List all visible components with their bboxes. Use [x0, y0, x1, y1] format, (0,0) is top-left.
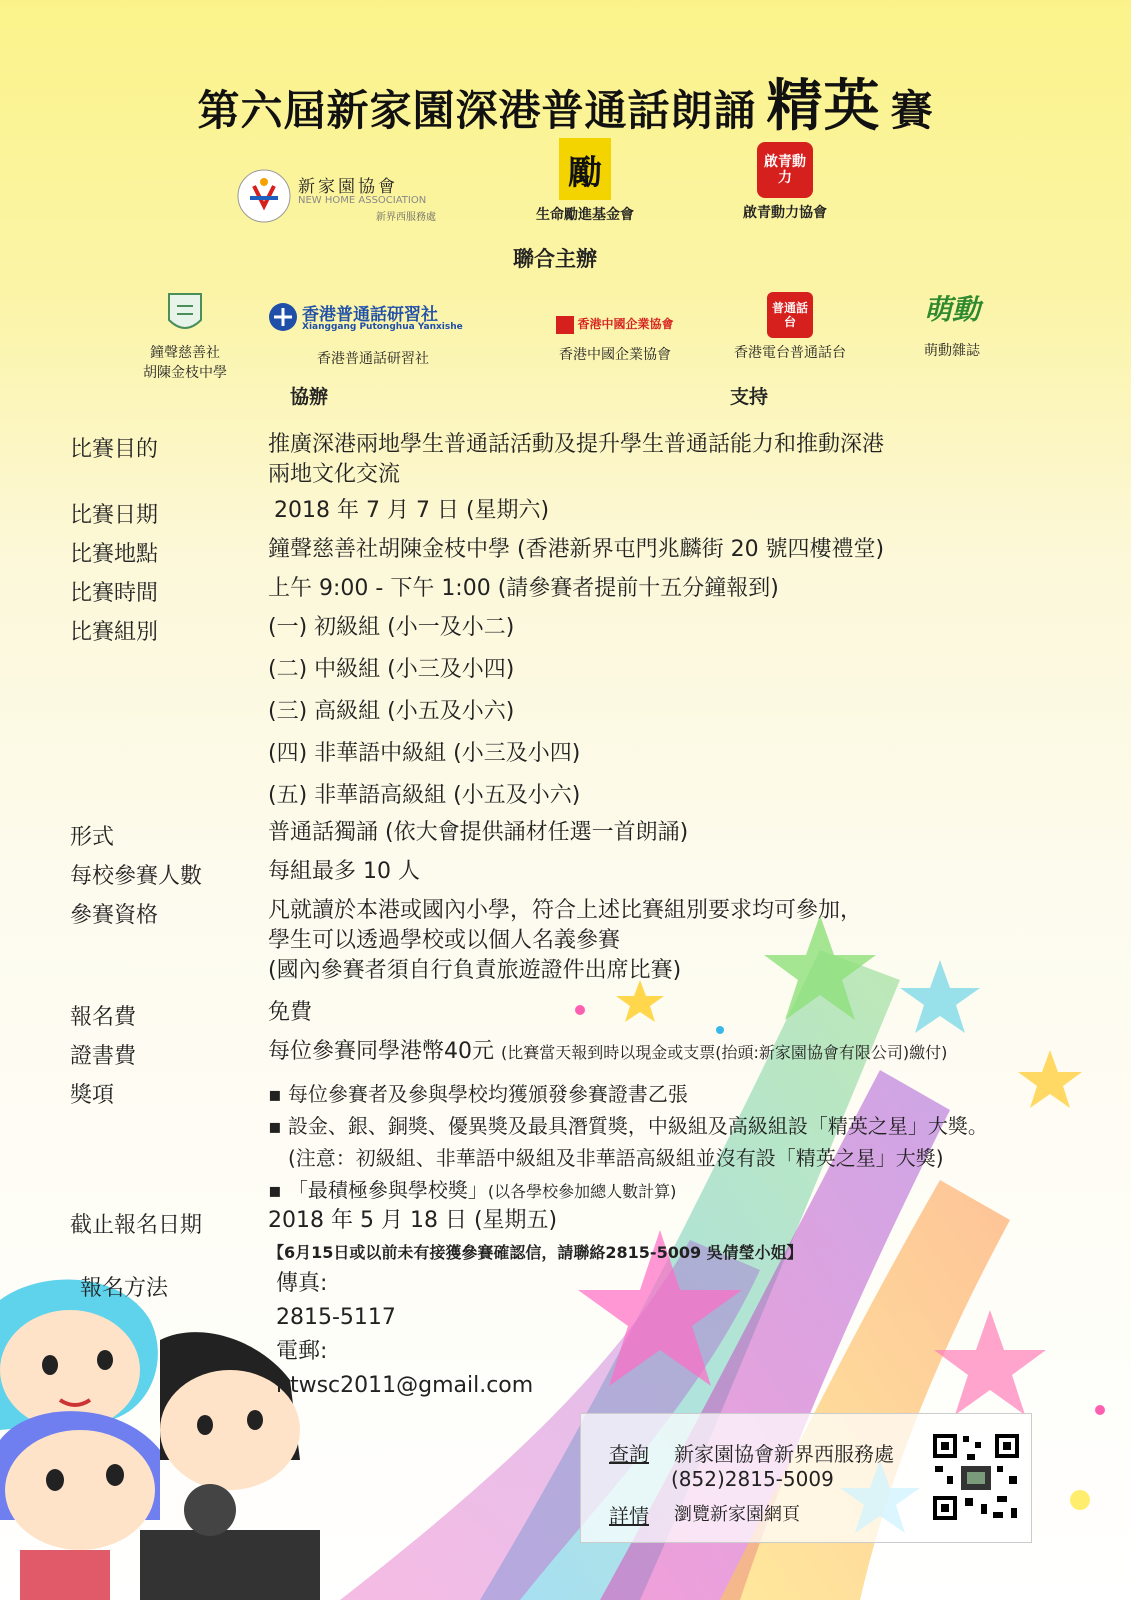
- enterprise-logo-text: 香港中國企業協會: [540, 315, 690, 334]
- email-value[interactable]: ntwsc2011@gmail.com: [276, 1373, 534, 1398]
- format-value: 普通話獨誦 (依大會提供誦材任選一首朗誦): [268, 820, 689, 845]
- group-item-2: (二) 中級組 (小三及小四): [268, 657, 515, 682]
- fee-label: 報名費: [70, 1005, 137, 1030]
- enterprise-emblem-icon: [556, 316, 574, 334]
- logo-putonghua-society: [268, 300, 478, 368]
- date-value: 2018 年 7 月 7 日 (星期六): [274, 498, 550, 523]
- groups-label: 比賽組別: [70, 620, 159, 645]
- logo-school: [130, 290, 240, 382]
- school-crest-icon: [165, 290, 205, 338]
- cert-note: (比賽當天報到時以現金或支票(抬頭:新家園協會有限公司)繳付): [501, 1043, 948, 1062]
- rthk-name: 香港電台普通話台: [734, 345, 846, 361]
- details-link[interactable]: 瀏覽新家園網頁: [674, 1504, 800, 1525]
- group-item-1: (一) 初級組 (小一及小二): [268, 615, 515, 640]
- group-item-3: (三) 高級組 (小五及小六): [268, 699, 515, 724]
- mengdong-emblem: 萌動: [923, 293, 980, 326]
- school-name-line2: 胡陳金枝中學: [143, 365, 227, 381]
- date-label: 比賽日期: [70, 503, 159, 528]
- award-item-2: ▪ 設金、銀、銅獎、優異獎及最具潛質獎，中級組及高級組設「精英之星」大獎。: [268, 1114, 988, 1138]
- award-item-2-note: (注意：初級組、非華語中級組及非華語高級組並沒有設「精英之星」大獎): [288, 1146, 944, 1170]
- putonghua-society-cn: 香港普通話研習社: [302, 305, 438, 325]
- nha-emblem-icon: [236, 168, 292, 224]
- quota-value: 每組最多 10 人: [268, 859, 420, 884]
- time-label: 比賽時間: [70, 581, 159, 606]
- deadline-note: 【6月15日或以前未有接獲參賽確認信，請聯絡2815-5009 吳倩瑩小姐】: [268, 1243, 803, 1262]
- deadline-label: 截止報名日期: [70, 1213, 203, 1238]
- title-emphasis: 精英: [766, 73, 881, 139]
- venue-value: 鐘聲慈善社胡陳金枝中學 (香港新界屯門兆麟街 20 號四樓禮堂): [268, 537, 885, 562]
- fax-value: 2815-5117: [276, 1305, 396, 1330]
- time-value: 上午 9:00 - 下午 1:00 (請參賽者提前十五分鐘報到): [268, 576, 779, 601]
- logo-youth-power: [720, 142, 850, 222]
- cert-value: 每位參賽同學港幣40元 (比賽當天報到時以現金或支票(抬頭:新家園協會有限公司)繳付): [268, 1039, 948, 1064]
- method-label: 報名方法: [80, 1276, 169, 1301]
- purpose-value: 推廣深港兩地學生普通話活動及提升學生普通話能力和推動深港 兩地文化交流: [268, 432, 885, 487]
- format-label: 形式: [70, 825, 115, 850]
- nha-name-cn: 新家園協會: [298, 177, 398, 197]
- qr-code-icon[interactable]: [931, 1432, 1021, 1522]
- fax-label: 傳真:: [276, 1271, 328, 1296]
- poster-title: 第六屆新家園深港普通話朗誦 精英 賽: [197, 73, 934, 139]
- mengdong-name: 萌動雜誌: [924, 343, 980, 359]
- quota-label: 每校參賽人數: [70, 864, 203, 889]
- group-item-5: (五) 非華語高級組 (小五及小六): [268, 783, 581, 808]
- award-item-3: ▪ 「最積極參與學校獎」(以各學校參加總人數計算): [268, 1178, 677, 1202]
- putonghua-society-en: Xianggang Putonghua Yanxishe: [302, 322, 463, 332]
- life-foundation-name: 生命勵進基金會: [536, 207, 634, 223]
- rthk-emblem: 普通話台: [767, 292, 813, 338]
- enquiry-phone: (852)2815-5009: [671, 1467, 834, 1491]
- putonghua-society-name: 香港普通話研習社: [317, 351, 429, 367]
- enquiry-org: 新家園協會新界西服務處: [674, 1442, 894, 1466]
- life-foundation-emblem: 勵: [559, 138, 611, 200]
- putonghua-society-emblem-icon: [268, 302, 298, 332]
- logo-mengdong-magazine: [912, 280, 992, 360]
- logo-life-foundation: [520, 138, 650, 224]
- logo-enterprise-association: [540, 315, 690, 364]
- school-name-line1: 鐘聲慈善社: [150, 345, 220, 361]
- youth-power-emblem: 啟青動力: [757, 142, 813, 198]
- co-organizers-heading: 協辦: [290, 386, 329, 408]
- logo-rthk-putonghua: [720, 292, 860, 362]
- enquiry-label: 查詢: [609, 1442, 649, 1466]
- nha-subtitle: 新界西服務處: [376, 212, 436, 223]
- deadline-value: 2018 年 5 月 18 日 (星期五): [268, 1208, 558, 1233]
- supporters-heading: 支持: [730, 386, 769, 408]
- cert-label: 證書費: [70, 1044, 137, 1069]
- venue-label: 比賽地點: [70, 542, 159, 567]
- joint-organizers-heading: 聯合主辦: [513, 247, 597, 271]
- award-item-1: ▪ 每位參賽者及參與學校均獲頒發參賽證書乙張: [268, 1082, 688, 1106]
- purpose-label: 比賽目的: [70, 437, 159, 462]
- youth-power-name: 啟青動力協會: [743, 205, 827, 221]
- contact-box: [580, 1413, 1032, 1543]
- details-label: 詳情: [609, 1504, 649, 1528]
- fee-value: 免費: [268, 1000, 313, 1025]
- nha-name-en: NEW HOME ASSOCIATION: [298, 195, 427, 206]
- enterprise-name: 香港中國企業協會: [559, 346, 671, 363]
- email-label: 電郵:: [276, 1339, 328, 1364]
- eligibility-label: 參賽資格: [70, 903, 159, 928]
- eligibility-value: 凡就讀於本港或國內小學，符合上述比賽組別要求均可參加， 學生可以透過學校或以個人名義參賽 (國內參賽者須自行負責旅遊證件出席比賽): [268, 898, 863, 983]
- awards-label: 獎項: [70, 1083, 115, 1108]
- group-item-4: (四) 非華語中級組 (小三及小四): [268, 741, 581, 766]
